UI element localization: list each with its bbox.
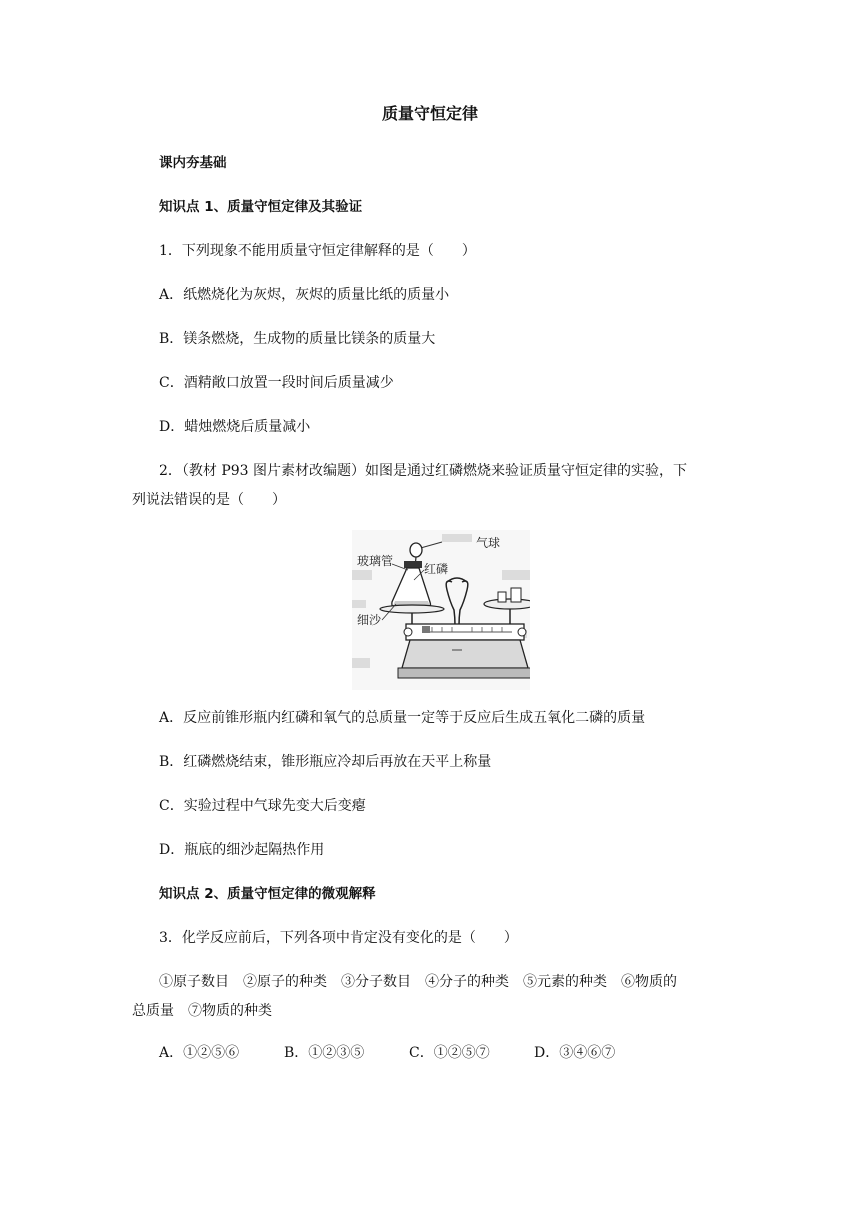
label-fine-sand: 细沙 bbox=[357, 613, 382, 627]
question-3-items-line-2: 总质量 ⑦物质的种类 bbox=[132, 1003, 272, 1019]
question-3-option-b: B．①②③⑤ bbox=[284, 1045, 365, 1061]
section-heading: 课内夯基础 bbox=[159, 155, 227, 171]
question-1-option-a: A．纸燃烧化为灰烬，灰烬的质量比纸的质量小 bbox=[159, 287, 450, 303]
question-3-option-c: C．①②⑤⑦ bbox=[409, 1045, 490, 1061]
question-2-option-a: A．反应前锥形瓶内红磷和氧气的总质量一定等于反应后生成五氧化二磷的质量 bbox=[159, 710, 646, 726]
label-glass-tube: 玻璃管 bbox=[357, 554, 394, 568]
knowledge-point-1-heading: 知识点 1、质量守恒定律及其验证 bbox=[159, 199, 363, 215]
label-red-phosphorus: 红磷 bbox=[424, 562, 449, 576]
question-1-option-b: B．镁条燃烧，生成物的质量比镁条的质量大 bbox=[159, 331, 436, 347]
question-2-stem-line-2: 列说法错误的是（ ） bbox=[132, 492, 286, 508]
question-2-stem-line-1: 2．（教材 P93 图片素材改编题）如图是通过红磷燃烧来验证质量守恒定律的实验，下 bbox=[159, 463, 688, 479]
page-title: 质量守恒定律 bbox=[381, 104, 478, 123]
question-3-option-d: D．③④⑥⑦ bbox=[534, 1045, 616, 1061]
question-3-items-line-1: ①原子数目 ②原子的种类 ③分子数目 ④分子的种类 ⑤元素的种类 ⑥物质的 bbox=[159, 974, 677, 990]
question-3-stem: 3．化学反应前后，下列各项中肯定没有变化的是（ ） bbox=[159, 930, 518, 946]
question-2-option-b: B．红磷燃烧结束，锥形瓶应冷却后再放在天平上称量 bbox=[159, 754, 492, 770]
question-2-option-c: C．实验过程中气球先变大后变瘪 bbox=[159, 798, 366, 814]
knowledge-point-2-heading: 知识点 2、质量守恒定律的微观解释 bbox=[159, 886, 376, 902]
question-3-option-a: A．①②⑤⑥ bbox=[159, 1045, 240, 1061]
label-balloon: 气球 bbox=[476, 536, 501, 550]
question-1-option-c: C．酒精敞口放置一段时间后质量减少 bbox=[159, 375, 394, 391]
question-2-option-d: D．瓶底的细沙起隔热作用 bbox=[159, 842, 325, 858]
question-1-option-d: D．蜡烛燃烧后质量减小 bbox=[159, 419, 311, 435]
question-1-stem: 1．下列现象不能用质量守恒定律解释的是（ ） bbox=[159, 243, 476, 259]
balance-experiment-figure bbox=[352, 530, 530, 690]
